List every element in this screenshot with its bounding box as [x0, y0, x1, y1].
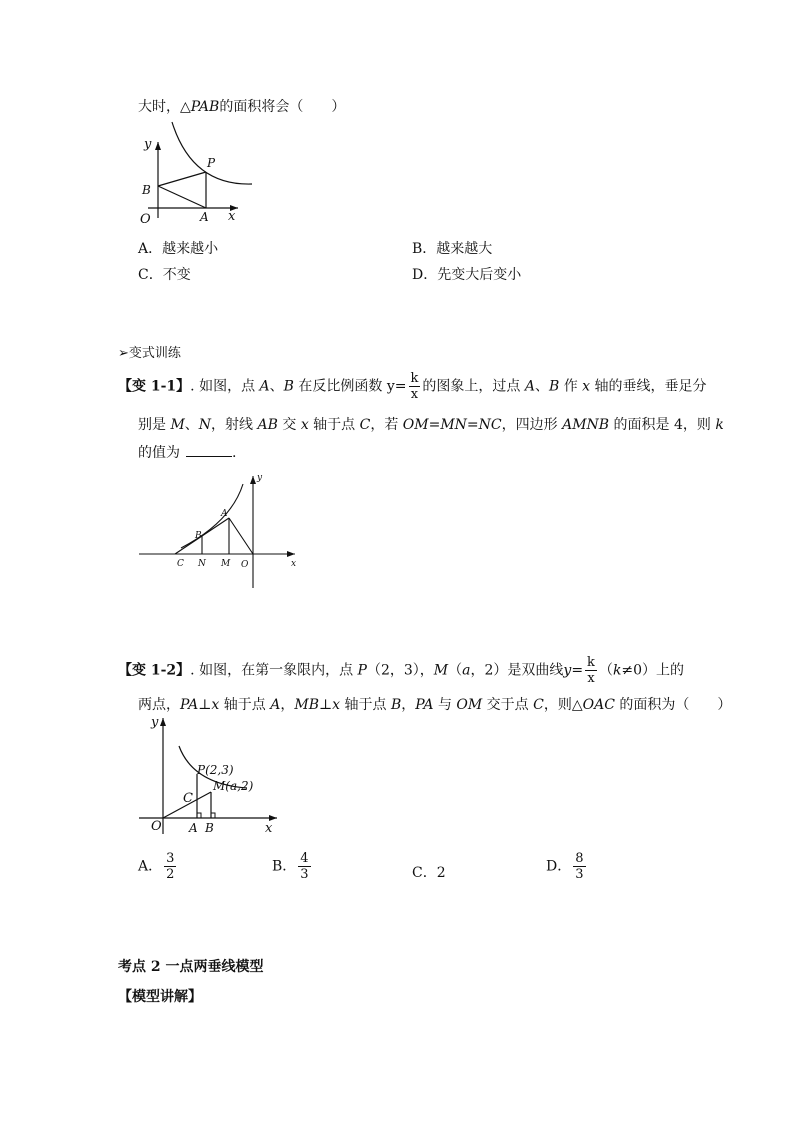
q0-label-y: y [144, 137, 152, 152]
v11-l2a: 别是 [138, 417, 171, 433]
q0-option-b-letter: B． [412, 241, 437, 257]
q0-option-c-text: 不变 [162, 267, 191, 283]
v11-frac-den: x [410, 387, 419, 402]
v12-y-arrow [160, 718, 166, 726]
v11-line2 [138, 414, 724, 434]
v11-x-arrow [287, 551, 295, 557]
q0-option-c-letter: C． [138, 267, 163, 283]
v12-line1 [118, 656, 684, 685]
v11-frac-num: k [410, 371, 419, 386]
v12-l2d: ， [280, 697, 295, 713]
v12-l2f: 轴于点 [340, 697, 391, 713]
v12-option-b-den: 3 [300, 867, 309, 882]
kp2-subheading: 【模型讲解】 [118, 989, 202, 1005]
v11-l1e: 轴的垂线，垂足分 [590, 378, 707, 395]
v11-label-m: M [221, 559, 231, 569]
v11-label-c: C [177, 559, 184, 569]
v12-var-p: P [357, 662, 367, 679]
v12-l1d: ，2）是双曲线 [470, 662, 564, 679]
v11-var-b: B [283, 378, 294, 395]
v12-var-pa2: PA [415, 697, 434, 713]
v12-var-k: k [612, 662, 622, 679]
v12-option-c [412, 862, 446, 882]
v12-option-b [272, 852, 313, 881]
v12-option-d [546, 852, 588, 881]
v12-right-angle-b [211, 813, 215, 818]
v12-right-angle-a [197, 813, 201, 818]
v11-var-n: N [198, 417, 212, 433]
v12-line2 [138, 694, 731, 714]
q0-option-d-text: 先变大后变小 [437, 267, 522, 283]
v11-l2b: ，射线 [211, 417, 258, 433]
v12-option-d-fraction [573, 852, 585, 881]
v12-l2h: 与 [433, 697, 457, 713]
section-arrow-icon: ➢ [118, 346, 129, 361]
v11-var-c: C [359, 417, 371, 433]
v11-label-b: B [195, 531, 202, 541]
v12-var-pa: PA [180, 697, 199, 713]
q0-option-b-text: 越来越大 [436, 241, 493, 257]
v11-var-x2: x [300, 417, 309, 433]
v12-var-x1: x [211, 697, 220, 713]
v11-var-quad: AMNB [562, 417, 610, 433]
v12-var-c: C [533, 697, 544, 713]
v12-option-b-fraction [298, 852, 310, 881]
v12-var-om: OM [456, 697, 483, 713]
v12-l2b: ⊥ [198, 697, 212, 713]
q0-option-c [138, 264, 191, 284]
v12-label-x: x [265, 821, 273, 836]
v12-label-c: C [183, 791, 193, 806]
q0-seg-bp [158, 172, 206, 186]
v11-l1a: . 如图，点 [190, 378, 260, 395]
v12-option-c-text: 2 [436, 865, 446, 881]
q0-option-a-letter: A． [138, 241, 163, 257]
v12-label-p: P(2,3) [197, 763, 234, 777]
q0-option-a-text: 越来越小 [162, 241, 219, 257]
v11-label-x: x [291, 559, 297, 569]
q0-label-a: A [200, 210, 209, 224]
v12-label-y: y [151, 715, 159, 730]
v11-sep3: 、 [184, 417, 199, 433]
v11-l1c: 的图象上，过点 [422, 378, 525, 395]
v12-l2i: 交于点 [482, 697, 534, 713]
q0-figure [130, 120, 270, 230]
v11-l1d: 作 [559, 378, 583, 395]
q0-option-d-letter: D． [412, 267, 438, 283]
q0-hyperbola [172, 122, 252, 184]
v12-option-b-num: 4 [300, 851, 309, 866]
v12-l2c: 轴于点 [219, 697, 271, 713]
v12-option-a-num: 3 [166, 851, 175, 866]
v11-l2c: 交 [277, 417, 301, 433]
v11-tag: 【变 1-1】 [118, 378, 191, 395]
v11-var-k: k [715, 417, 724, 433]
v11-var-x1: x [582, 378, 591, 395]
v11-fraction [409, 372, 421, 401]
v11-var-ab: AB [257, 417, 278, 433]
q0-option-b [412, 238, 492, 258]
q0-stem [138, 96, 345, 116]
v11-figure [135, 468, 310, 593]
v12-l1e: （ [598, 662, 613, 679]
v12-var-mb: MB [294, 697, 319, 713]
v11-hyperbola [181, 484, 243, 548]
v12-frac-num: k [587, 655, 595, 670]
v11-label-a: A [221, 509, 228, 519]
v11-var-m: M [170, 417, 185, 433]
v12-figure [135, 712, 285, 840]
v11-y-arrow [250, 476, 256, 484]
v11-l1b: 在反比例函数 [293, 378, 387, 395]
q0-label-x: x [228, 209, 236, 224]
v12-l2j: ，则△ [543, 697, 583, 713]
section-title: 变式训练 [128, 346, 181, 361]
v12-var-a: a [462, 662, 471, 679]
v11-line1 [118, 372, 707, 401]
v12-option-a-fraction [164, 852, 176, 881]
v12-label-m: M(a,2) [213, 779, 254, 793]
v11-sep2: 、 [534, 378, 549, 395]
v12-option-a [138, 852, 178, 881]
v11-answer-blank[interactable] [186, 444, 232, 457]
v12-option-b-letter: B． [272, 858, 297, 875]
q0-stem-b: 的面积将会（ ） [219, 99, 346, 115]
v11-l3-end: . [232, 445, 237, 461]
q0-seg-ba [158, 186, 206, 208]
v12-option-a-den: 2 [166, 867, 175, 882]
v12-var-x2: x [332, 697, 341, 713]
v12-frac-den: x [587, 671, 595, 686]
q0-label-o: O [140, 212, 151, 227]
v11-yeq: y= [386, 378, 407, 395]
v11-l2f: ，四边形 [501, 417, 563, 433]
v11-line3 [138, 442, 236, 462]
v11-l2d: 轴于点 [308, 417, 360, 433]
v11-seg-ao [229, 518, 253, 554]
v12-l1c: （ [448, 662, 463, 679]
v11-label-o: O [241, 560, 249, 570]
v12-tag: 【变 1-2】 [118, 662, 191, 679]
v12-label-a: A [189, 821, 198, 835]
v12-fraction [585, 656, 597, 685]
v12-var-m: M [433, 662, 449, 679]
v11-var-a2: A [524, 378, 535, 395]
v11-l2g: 的面积是 4，则 [609, 417, 716, 433]
q0-label-p: P [207, 156, 216, 170]
q0-option-d [412, 264, 521, 284]
v11-label-y: y [257, 473, 263, 483]
v12-l1a: . 如图，在第一象限内，点 [190, 662, 358, 679]
v12-l2e: ⊥ [318, 697, 333, 713]
v11-l3: 的值为 [138, 445, 180, 461]
v12-l1b: （2，3）， [366, 662, 434, 679]
kp2-title: 考点 2 一点两垂线模型 [118, 959, 264, 975]
q0-stem-var: PAB [190, 99, 220, 115]
v12-var-b-pt: B [390, 697, 402, 713]
section-heading [118, 342, 181, 361]
v12-label-o: O [151, 819, 162, 834]
v12-yeq: y= [563, 662, 584, 679]
v12-label-b: B [205, 821, 214, 835]
v12-option-d-den: 3 [575, 867, 584, 882]
v12-option-a-letter: A． [138, 858, 163, 875]
q0-stem-a: 大时，△ [138, 99, 191, 115]
v12-l2g: ， [401, 697, 416, 713]
v11-sep1: 、 [269, 378, 284, 395]
q0-label-b: B [142, 183, 151, 197]
v11-var-b2: B [548, 378, 560, 395]
v11-l2e: ，若 [370, 417, 403, 433]
q0-y-arrow [155, 142, 161, 150]
v11-var-a: A [259, 378, 270, 395]
v12-option-c-letter: C． [412, 865, 437, 881]
q0-option-a [138, 238, 218, 258]
v12-var-oac: OAC [582, 697, 615, 713]
v12-l2k: 的面积为（ ） [614, 697, 732, 713]
v12-l2a: 两点， [138, 697, 180, 713]
v12-l1f: ≠0）上的 [621, 662, 685, 679]
v12-var-a-pt: A [270, 697, 281, 713]
v11-equation: OM=MN=NC [402, 417, 502, 433]
v12-option-d-letter: D． [546, 858, 572, 875]
v11-label-n: N [198, 559, 206, 569]
v12-option-d-num: 8 [575, 851, 584, 866]
